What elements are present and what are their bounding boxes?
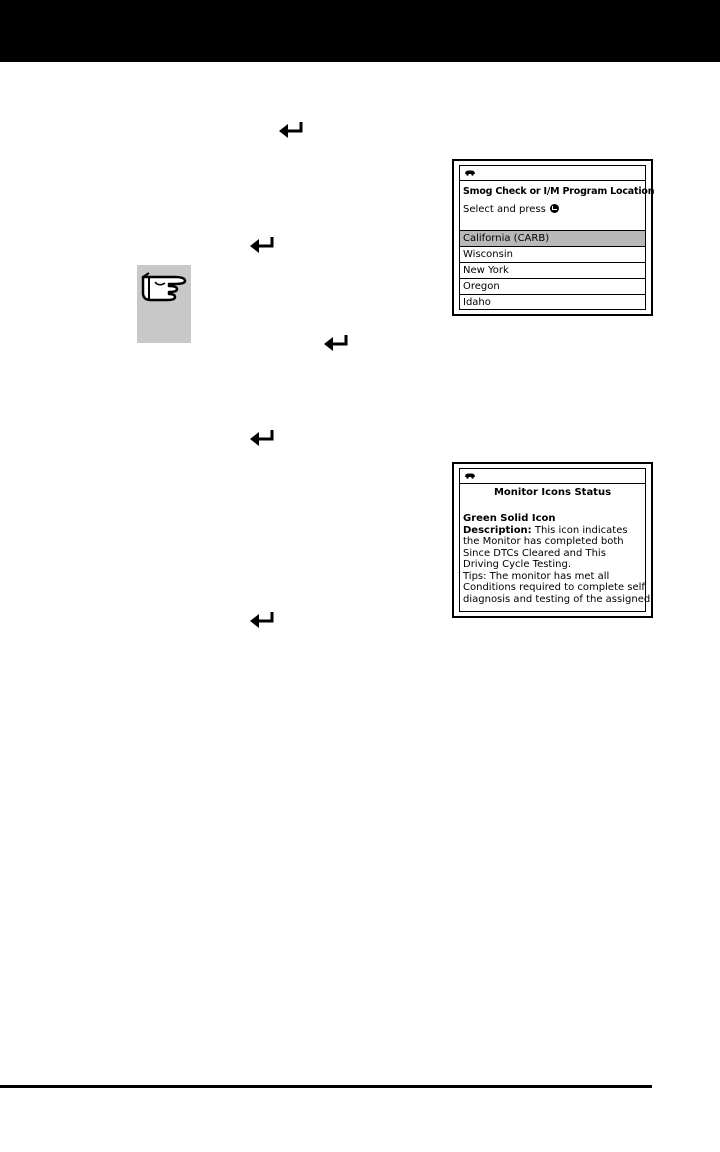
body-line: Driving Cycle Testing. bbox=[463, 559, 571, 570]
body-line: Since DTCs Cleared and This bbox=[463, 547, 606, 559]
status-bar bbox=[460, 469, 645, 484]
body-line: Conditions required to complete self bbox=[463, 582, 645, 593]
list-item[interactable]: Wisconsin bbox=[460, 247, 645, 263]
enter-button-icon bbox=[550, 204, 559, 213]
description-text: This icon indicates bbox=[534, 524, 628, 536]
screen-body bbox=[460, 503, 651, 605]
divider bbox=[460, 222, 645, 231]
screen-title: Smog Check or I/M Program Location bbox=[463, 186, 655, 197]
list-item[interactable]: Idaho bbox=[463, 297, 491, 308]
header-bar bbox=[0, 0, 720, 62]
body-line: Tips: The monitor has met all bbox=[463, 570, 610, 582]
enter-arrow-icon bbox=[277, 120, 307, 140]
screen-title: Monitor Icons Status bbox=[493, 487, 612, 498]
note-box bbox=[137, 265, 191, 343]
prompt-text: Select and press bbox=[463, 204, 546, 215]
icon-name: Green Solid Icon bbox=[463, 513, 556, 524]
location-list bbox=[460, 231, 645, 310]
enter-arrow-icon bbox=[248, 428, 278, 448]
status-bar bbox=[460, 166, 645, 181]
body-line: diagnosis and testing of the assigned bbox=[463, 593, 651, 605]
enter-arrow-icon bbox=[322, 333, 352, 353]
list-item[interactable]: Oregon bbox=[460, 279, 645, 295]
screen-prompt bbox=[460, 200, 645, 222]
description-line bbox=[463, 525, 645, 537]
pointing-hand-icon bbox=[139, 269, 189, 305]
enter-arrow-icon bbox=[248, 610, 278, 630]
car-icon bbox=[464, 472, 476, 479]
device-screen-monitor-icons bbox=[452, 462, 653, 618]
description-label: Description: bbox=[463, 524, 532, 536]
list-item[interactable]: California (CARB) bbox=[460, 231, 645, 247]
enter-arrow-icon bbox=[248, 235, 278, 255]
device-screen-program-location bbox=[452, 159, 653, 316]
car-icon bbox=[464, 169, 476, 176]
list-item[interactable]: New York bbox=[460, 263, 645, 279]
footer-rule bbox=[0, 1085, 652, 1088]
body-line: the Monitor has completed both bbox=[463, 536, 624, 547]
